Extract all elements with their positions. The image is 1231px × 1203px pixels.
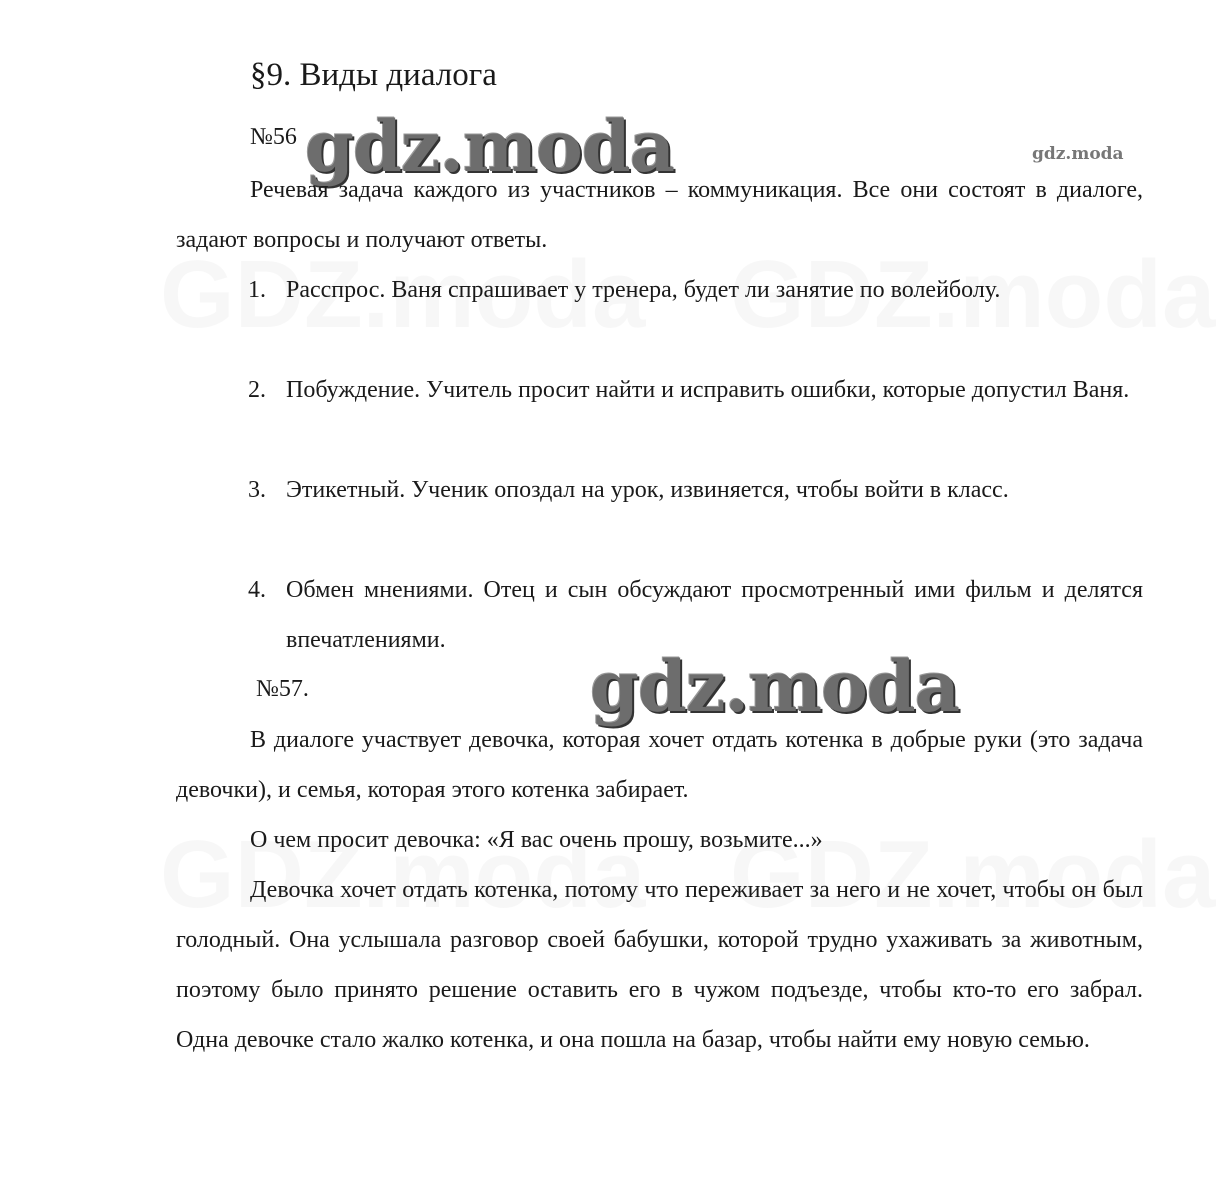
task-number: №56 — [250, 124, 297, 150]
list-item-number: 1. — [248, 277, 266, 303]
list-item — [248, 265, 1143, 315]
list-item — [248, 465, 1143, 515]
task-intro-paragraph: Речевая задача каждого из участников – коммуникация. Все они состоят в диалоге, задают вопросы и получают ответы. — [176, 177, 1143, 253]
list-item — [248, 365, 1143, 415]
list-item-number: 2. — [248, 377, 266, 403]
list-item-text: Расспрос. Ваня спрашивает у тренера, будет ли занятие по волейболу. — [286, 277, 1001, 303]
list-item-text: Обмен мнениями. Отец и сын обсуждают просмотренный ими фильм и делятся впечатлениями. — [286, 577, 1143, 653]
body-paragraph: В диалоге участвует девочка, которая хочет отдать котенка в добрые руки (это задача девочки), и семья, которая этого котенка забирает. — [176, 727, 1143, 803]
body-paragraph: О чем просит девочка: «Я вас очень прошу, возьмите...» — [250, 827, 823, 853]
list-item-text: Этикетный. Ученик опоздал на урок, извиняется, чтобы войти в класс. — [286, 477, 1009, 503]
task-number: №57. — [256, 676, 309, 702]
list-item-number: 4. — [248, 577, 266, 603]
watermark-logo: gdz.moda — [305, 105, 675, 188]
list-item-text: Побуждение. Учитель просит найти и исправить ошибки, которые допустил Ваня. — [286, 377, 1130, 403]
watermark-logo: gdz.moda — [590, 645, 960, 728]
watermark-logo-small: gdz.moda — [1032, 144, 1124, 164]
list-item-number: 3. — [248, 477, 266, 503]
section-heading: §9. Виды диалога — [250, 57, 497, 93]
body-paragraph: Девочка хочет отдать котенка, потому что переживает за него и не хочет, чтобы он был голодный. Она услышала разговор своей бабушки, которой трудно ухаживать за животным, поэтому было принято решение оставить его в чужом подъезде, чтобы кто-то его забрал. Одна девочке стало жалко котенка, и она пошла на базар, чтобы найти ему новую семью. — [176, 877, 1143, 1053]
